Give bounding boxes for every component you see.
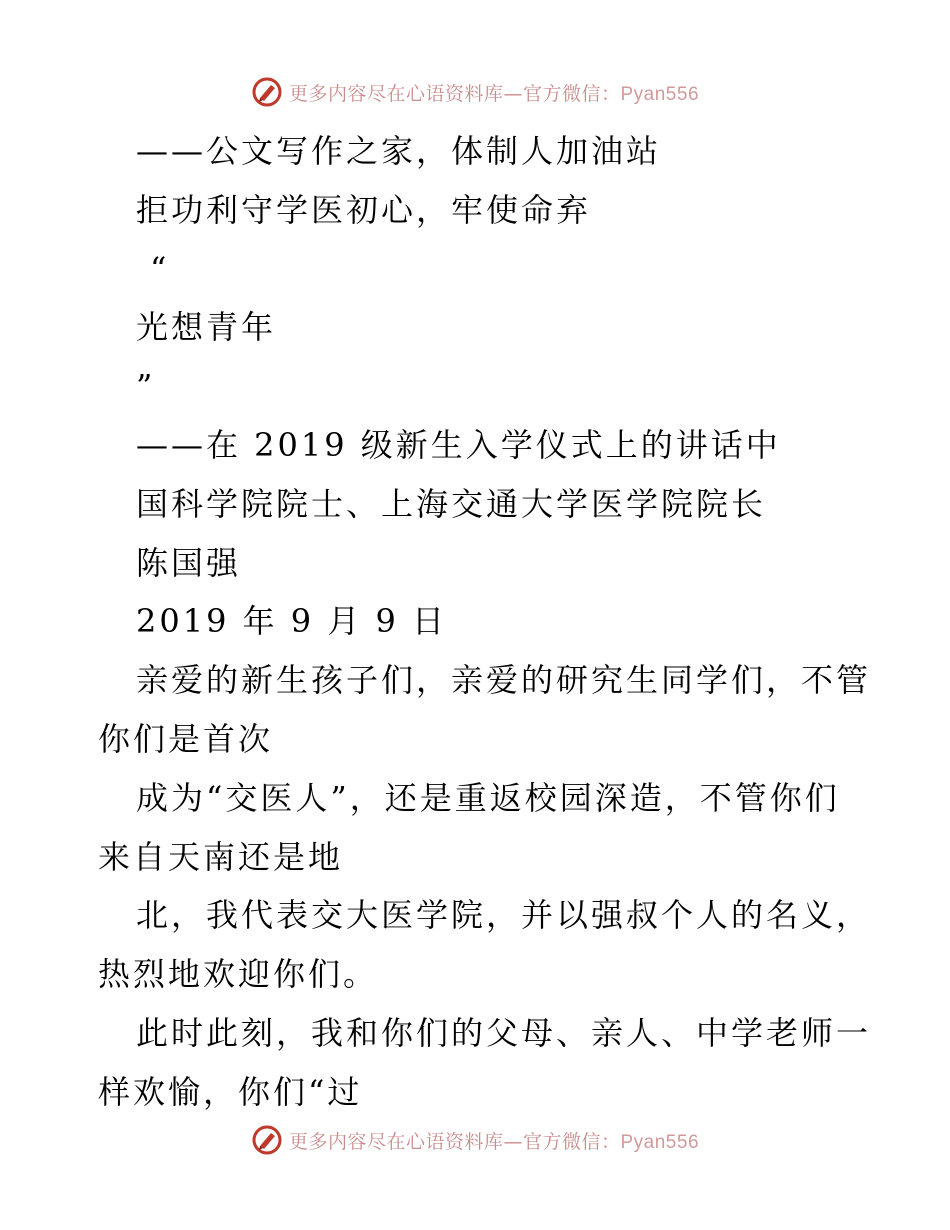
document-body [98,122,872,1122]
text-line: 光想青年 [136,308,277,347]
text-line: ——公文写作之家，体制人加油站 [136,132,662,170]
text-line: ——在 2019 级新生入学仪式上的讲话中 [136,425,781,464]
text-line: 拒功利守学医初心，牢使命弃 [136,190,592,229]
pen-logo-icon [251,1124,283,1156]
pen-logo-icon [251,76,283,108]
text-line: 国科学院院士、上海交通大学医学院院长 [136,484,767,523]
text-line: 陈国强 [136,543,242,582]
header-watermark [0,72,950,112]
text-line: 你们是首次 [98,719,274,758]
watermark-text: 更多内容尽在心语资料库—官方微信：Pyan556 [288,1130,700,1153]
text-line: ” [136,367,156,406]
watermark-text: 更多内容尽在心语资料库—官方微信：Pyan556 [288,82,700,105]
text-line: 样欢愉，你们“过 [98,1072,363,1111]
text-line: 2019 年 9 月 9 日 [136,602,448,641]
footer-watermark [0,1120,950,1160]
text-line: 热烈地欢迎你们。 [98,955,379,994]
text-line: 此时此刻，我和你们的父母、亲人、中学老师一 [136,1013,872,1052]
text-line: 来自天南还是地 [98,837,344,876]
text-line: 亲爱的新生孩子们，亲爱的研究生同学们，不管 [136,661,872,700]
text-line: 北，我代表交大医学院，并以强叔个人的名义， [136,896,872,935]
text-line: “ [150,249,170,288]
text-line: 成为“交医人”，还是重返校园深造，不管你们 [136,778,840,817]
